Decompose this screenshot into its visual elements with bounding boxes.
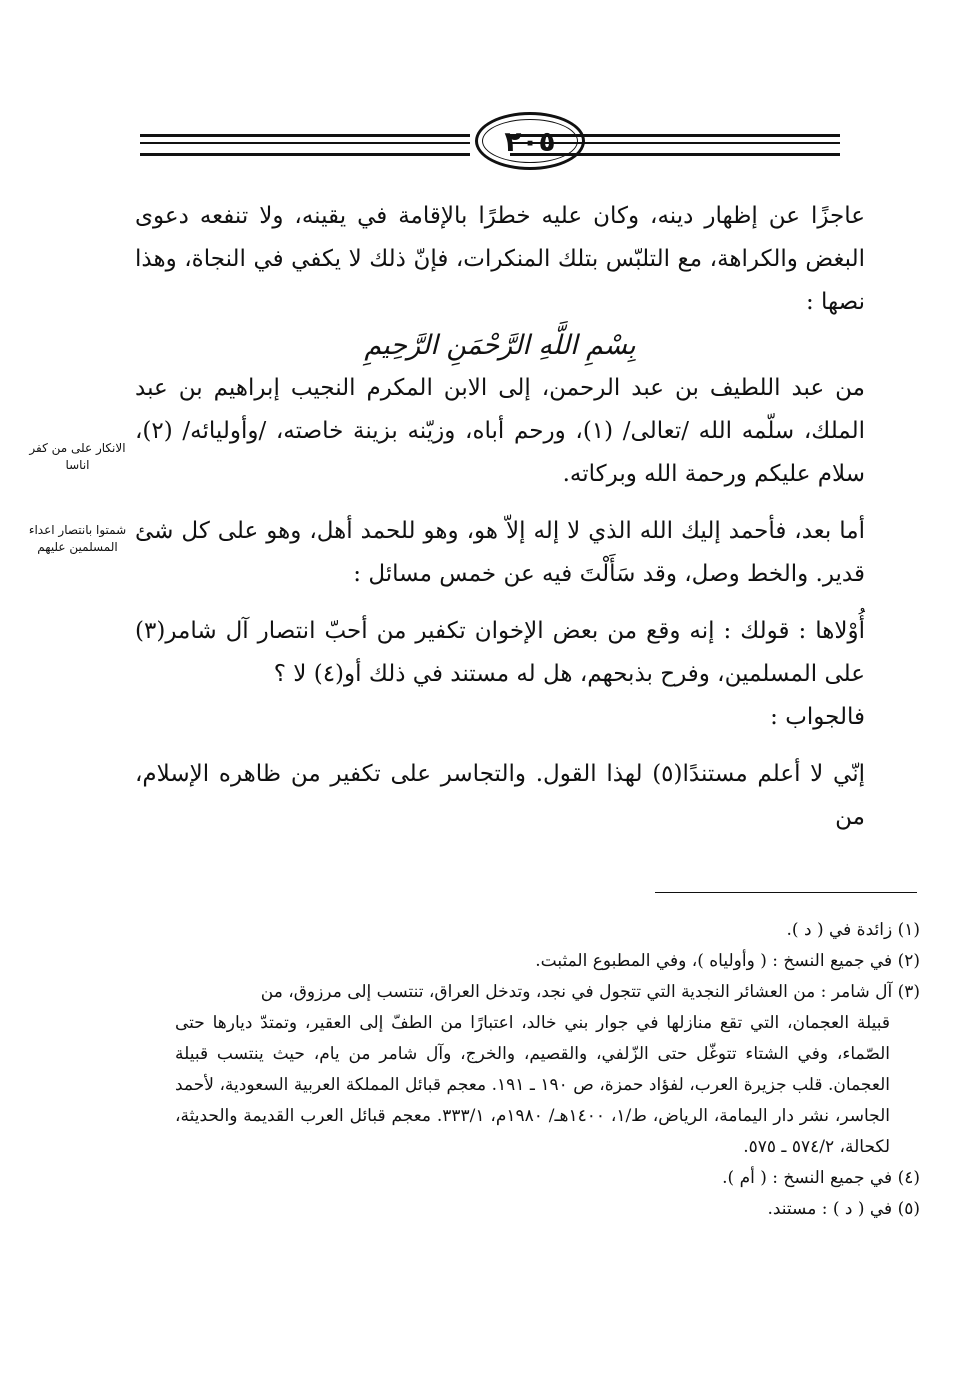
- header-rule-right: [510, 134, 840, 156]
- margin-note-2: شمتوا بانتصار اعداء المسلمين عليهم: [28, 523, 127, 554]
- margin-note-1: الانكار على من كفر اناسا: [29, 441, 126, 472]
- main-text: [135, 195, 865, 839]
- header-rule-left: [140, 134, 470, 156]
- page-header: [140, 112, 840, 176]
- footnotes: [175, 915, 920, 1225]
- answer-label: فالجواب :: [770, 704, 865, 730]
- footnote-5: (٥) في ( د ) : مستند.: [767, 1199, 920, 1219]
- paragraph-answer: إنّي لا أعلم مستندًا(٥) لهذا القول. والتجاسر على تكفير من ظاهره الإسلام، من: [135, 761, 865, 830]
- footnote-3-body: قبيلة العجمان، التي تقع منازلها في جوار بني خالد، اعتبارًا من الطفّ إلى العقير، وتمتدّ ديارها حتى الصّماء، وفي الشتاء تتوغّل حتى الزّلفي، والقصيم، والخرج، وآل شامر من يام، حيث ينتسب قبيلة العجمان. قلب جزيرة العرب، لفؤاد حمزة، ص ١٩٠ ـ ١٩١. معجم قبائل المملكة العربية السعودية، لأحمد الجاسر، نشر دار اليمامة، الرياض، ط/١، ١٤٠٠هـ/ ١٩٨٠م، ٣٣٣/١. معجم قبائل العرب القديمة والحديثة، لكحالة، ٥٧٤/٢ ـ ٥٧٥.: [175, 1013, 891, 1157]
- paragraph-letter-opening: من عبد اللطيف بن عبد الرحمن، إلى الابن المكرم النجيب إبراهيم بن عبد الملك، سلّمه الله /تعالى/ (١)، ورحم أباه، وزيّنه بزينة خاصته، /وأوليائه/ (٢)، سلام عليكم ورحمة الله وبركاته.: [135, 375, 865, 487]
- footnote-separator: [655, 892, 917, 893]
- paragraph-intro: عاجزًا عن إظهار دينه، وكان عليه خطرًا بالإقامة في يقينه، ولا تنفعه دعوى البغض والكراهة، مع التلبّس بتلك المنكرات، فإنّ ذلك لا يكفي في النجاة، وهذا نصها :: [135, 203, 865, 315]
- footnote-1: (١) زائدة في ( د ).: [786, 920, 920, 940]
- page-number: ٢٠٥: [504, 124, 556, 158]
- basmala: بِسْمِ اللَّهِ الرَّحْمَنِ الرَّحِيمِ: [364, 330, 636, 361]
- footnote-3: [175, 977, 920, 1163]
- footnote-2: (٢) في جميع النسخ : ( وأولياه )، وفي المطبوع المثبت.: [535, 951, 920, 971]
- footnote-4: (٤) في جميع النسخ : ( أم ).: [722, 1168, 920, 1188]
- footnote-3-head: (٣) آل شامر : من العشائر النجدية التي تتجول في نجد، وتدخل العراق، تنتسب إلى مرزوق، من: [260, 982, 920, 1002]
- paragraph-question-1: أُوْلاها : قولك : إنه وقع من بعض الإخوان تكفير من أحبّ انتصار آل شامر(٣) على المسلمين، وفرح بذبحهم، هل له مستند في ذلك أو(٤) لا ؟: [135, 618, 865, 687]
- paragraph-amma-bad: أما بعد، فأحمد إليك الله الذي لا إله إلاّ هو، وهو للحمد أهل، وهو على كل شئ قدير. والخط وصل، وقد سَأَلْتَ فيه عن خمس مسائل :: [135, 518, 865, 587]
